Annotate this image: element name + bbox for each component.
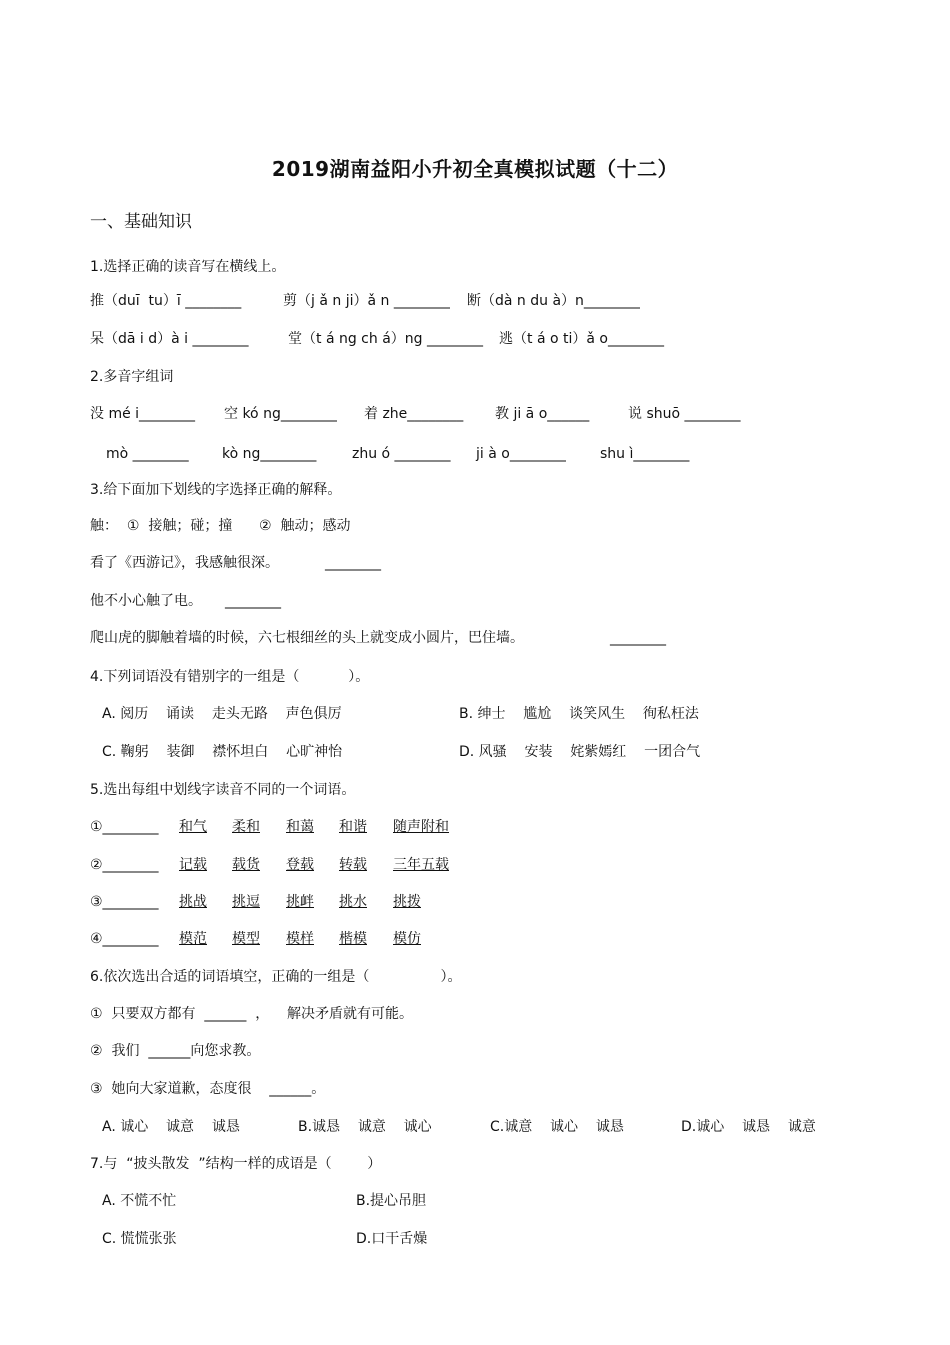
q5-word: 登载: [286, 857, 314, 873]
q6-option-a: A. 诚心 诚意 诚恳: [102, 1119, 240, 1135]
q7-option-a: A. 不慌不忙: [102, 1193, 177, 1209]
q5-word: 模型: [232, 931, 260, 947]
question-6-stem: 6.依次选出合适的词语填空，正确的一组是（ ）。: [90, 969, 462, 985]
q1-item: 断（dà n du à）n________: [467, 293, 640, 309]
question-4-stem: 4.下列词语没有错别字的一组是（ ）。: [90, 669, 370, 685]
q2-item: kò ng________: [222, 446, 317, 462]
question-2-stem: 2.多音字组词: [90, 369, 174, 385]
q3-definition: 触： ① 接触；碰；撞 ② 触动；感动: [90, 518, 351, 534]
section-heading: 一、基础知识: [90, 212, 192, 232]
q5-word: 楷模: [339, 931, 367, 947]
q2-item: zhu ó ________: [352, 446, 451, 462]
q2-item: 着 zhe________: [364, 406, 464, 422]
q6-option-c: C.诚意 诚心 诚恳: [490, 1119, 624, 1135]
q3-blank: ________: [225, 593, 281, 609]
q5-word: 记载: [179, 857, 207, 873]
q5-word: 挑战: [179, 894, 207, 910]
question-5-stem: 5.选出每组中划线字读音不同的一个词语。: [90, 782, 356, 798]
q5-row-number: ④________: [90, 931, 159, 947]
q2-item: ji à o________: [476, 446, 566, 462]
q6-sentence: ① 只要双方都有 ______ ， 解决矛盾就有可能。: [90, 1006, 414, 1022]
q5-word: 挑衅: [286, 894, 314, 910]
q5-row-number: ③________: [90, 894, 159, 910]
q3-sentence: 爬山虎的脚触着墙的时候，六七根细丝的头上就变成小圆片，巴住墙。: [90, 630, 524, 646]
q5-word: 模样: [286, 931, 314, 947]
q5-word: 挑拨: [393, 894, 421, 910]
q5-word: 柔和: [232, 819, 260, 835]
q6-sentence: ③ 她向大家道歉，态度很 ______。: [90, 1081, 326, 1097]
q4-option-c: C. 鞠躬 装御 襟怀坦白 心旷神怡: [102, 744, 343, 760]
q5-row-number: ①________: [90, 819, 159, 835]
q7-option-d: D.口干舌燥: [356, 1231, 428, 1247]
q5-word: 和气: [179, 819, 207, 835]
q6-option-b: B.诚恳 诚意 诚心: [298, 1119, 432, 1135]
q5-word: 转载: [339, 857, 367, 873]
q4-option-d: D. 风骚 安装 姹紫嫣红 一团合气: [459, 744, 701, 760]
question-7-stem: 7.与 “披头散发 ”结构一样的成语是（ ）: [90, 1156, 382, 1172]
q5-word: 随声附和: [393, 819, 449, 835]
q5-word: 模范: [179, 931, 207, 947]
q7-option-c: C. 慌慌张张: [102, 1231, 177, 1247]
q1-item: 堂（t á ng ch á）ng ________: [288, 331, 483, 347]
q2-item: 没 mé i________: [90, 406, 196, 422]
q5-word: 挑逗: [232, 894, 260, 910]
question-1-stem: 1.选择正确的读音写在横线上。: [90, 259, 286, 275]
question-3-stem: 3.给下面加下划线的字选择正确的解释。: [90, 482, 342, 498]
q2-item: 说 shuō ________: [628, 406, 741, 422]
q2-item: 教 ji ā o______: [495, 406, 590, 422]
q2-item: 空 kó ng________: [224, 406, 337, 422]
q4-option-b: B. 绅士 尴尬 谈笑风生 徇私枉法: [459, 706, 699, 722]
q7-option-b: B.提心吊胆: [356, 1193, 427, 1209]
q5-row-number: ②________: [90, 857, 159, 873]
q2-item: mò ________: [106, 446, 189, 462]
q5-word: 挑水: [339, 894, 367, 910]
q3-sentence: 他不小心触了电。: [90, 593, 202, 609]
q1-item: 剪（j ǎ n ji）ǎ n ________: [283, 293, 450, 309]
q1-item: 呆（dā i d）à i ________: [90, 331, 249, 347]
q4-option-a: A. 阅历 诵读 走头无路 声色俱厉: [102, 706, 342, 722]
q3-blank: ________: [610, 630, 666, 646]
q1-item: 推（duī tu）ī ________: [90, 293, 242, 309]
q5-word: 模仿: [393, 931, 421, 947]
q1-item: 逃（t á o ti）ǎ o________: [499, 331, 664, 347]
q5-word: 三年五载: [393, 857, 449, 873]
page-title: 2019湖南益阳小升初全真模拟试题（十二）: [271, 157, 679, 181]
q5-word: 和蔼: [286, 819, 314, 835]
q2-item: shu ì________: [600, 446, 690, 462]
q6-sentence: ② 我们 ______向您求教。: [90, 1043, 261, 1059]
q5-word: 载货: [232, 857, 260, 873]
q5-word: 和谐: [339, 819, 367, 835]
q3-sentence: 看了《西游记》，我感触很深。: [90, 555, 279, 571]
q6-option-d: D.诚心 诚恳 诚意: [681, 1119, 816, 1135]
q3-blank: ________: [325, 555, 381, 571]
